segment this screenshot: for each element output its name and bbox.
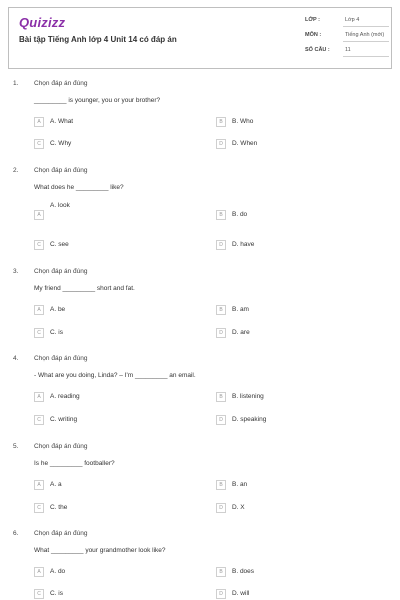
question-instruction: Chọn đáp án đúng	[34, 167, 88, 174]
option-letter-box: D	[216, 415, 226, 425]
option-letter-box: A	[34, 210, 44, 220]
meta-subject-value: Tiếng Anh (mới)	[345, 32, 385, 38]
option-letter-box: B	[216, 117, 226, 127]
option-text: C. writing	[50, 416, 78, 423]
meta-divider	[343, 41, 389, 42]
option-text: C. the	[50, 504, 68, 511]
option-text: D. have	[232, 241, 255, 248]
question-instruction: Chọn đáp án đúng	[34, 530, 88, 537]
option-letter-box: A	[34, 480, 44, 490]
option-text: C. Why	[50, 140, 72, 147]
option-text: D. When	[232, 140, 258, 147]
option-letter-box: C	[34, 415, 44, 425]
question-number: 6.	[13, 530, 19, 537]
option-text: C. see	[50, 241, 69, 248]
option-letter-box: D	[216, 139, 226, 149]
option-letter-box: C	[34, 328, 44, 338]
option-letter-box: B	[216, 305, 226, 315]
option-text: A. What	[50, 118, 74, 125]
option-letter-box: D	[216, 503, 226, 513]
option-text: C. is	[50, 590, 63, 597]
option-text: B. am	[232, 306, 249, 313]
option-letter-box: A	[34, 567, 44, 577]
option-text: C. is	[50, 329, 63, 336]
meta-grade-key: LỚP :	[305, 17, 320, 23]
option-letter-box: B	[216, 567, 226, 577]
option-letter-box: C	[34, 139, 44, 149]
question-number: 5.	[13, 443, 19, 450]
question-instruction: Chọn đáp án đúng	[34, 268, 88, 275]
option-text: A. a	[50, 481, 62, 488]
option-letter-box: A	[34, 392, 44, 402]
option-text: B. listening	[232, 393, 264, 400]
option-letter-box: C	[34, 589, 44, 599]
meta-grade	[305, 17, 389, 32]
option-letter-box: B	[216, 392, 226, 402]
option-letter-box: B	[216, 210, 226, 220]
meta-count	[305, 47, 389, 62]
option-text: D. speaking	[232, 416, 267, 423]
meta-divider	[343, 56, 389, 57]
question-instruction: Chọn đáp án đúng	[34, 80, 88, 87]
question-text: _________ is younger, you or your brother?	[34, 97, 161, 104]
meta-count-key: SỐ CÂU :	[305, 47, 330, 53]
question-text: Is he _________ footballer?	[34, 460, 115, 467]
question-text: My friend _________ short and fat.	[34, 285, 135, 292]
option-text: B. do	[232, 211, 248, 218]
option-text: B. Who	[232, 118, 254, 125]
option-letter-box: A	[34, 305, 44, 315]
meta-subject	[305, 32, 389, 47]
question-text: What _________ your grandmother look like?	[34, 547, 166, 554]
option-text: A. do	[50, 568, 66, 575]
question-number: 4.	[13, 355, 19, 362]
option-text: D. X	[232, 504, 245, 511]
option-text: A. look	[50, 202, 70, 209]
option-letter-box: D	[216, 240, 226, 250]
option-text: D. will	[232, 590, 250, 597]
option-letter-box: D	[216, 589, 226, 599]
option-letter-box: A	[34, 117, 44, 127]
option-text: A. reading	[50, 393, 80, 400]
meta-divider	[343, 26, 389, 27]
worksheet-meta	[305, 17, 389, 62]
option-letter-box: C	[34, 503, 44, 513]
meta-subject-key: MÔN :	[305, 32, 322, 38]
question-instruction: Chọn đáp án đúng	[34, 443, 88, 450]
option-text: B. an	[232, 481, 248, 488]
option-letter-box: C	[34, 240, 44, 250]
meta-grade-value: Lớp 4	[345, 17, 360, 23]
option-text: B. does	[232, 568, 255, 575]
question-number: 2.	[13, 167, 19, 174]
question-instruction: Chọn đáp án đúng	[34, 355, 88, 362]
question-text: What does he _________ like?	[34, 184, 124, 191]
question-text: - What are you doing, Linda? – I'm _________ an email.	[34, 372, 196, 379]
option-text: A. be	[50, 306, 66, 313]
option-text: D. are	[232, 329, 250, 336]
option-letter-box: B	[216, 480, 226, 490]
quizizz-logo: Quizizz	[19, 15, 66, 30]
meta-count-value: 11	[345, 47, 351, 53]
worksheet-title: Bài tập Tiếng Anh lớp 4 Unit 14 có đáp án	[19, 35, 177, 44]
worksheet-header	[8, 7, 392, 69]
question-number: 3.	[13, 268, 19, 275]
option-letter-box: D	[216, 328, 226, 338]
question-number: 1.	[13, 80, 19, 87]
